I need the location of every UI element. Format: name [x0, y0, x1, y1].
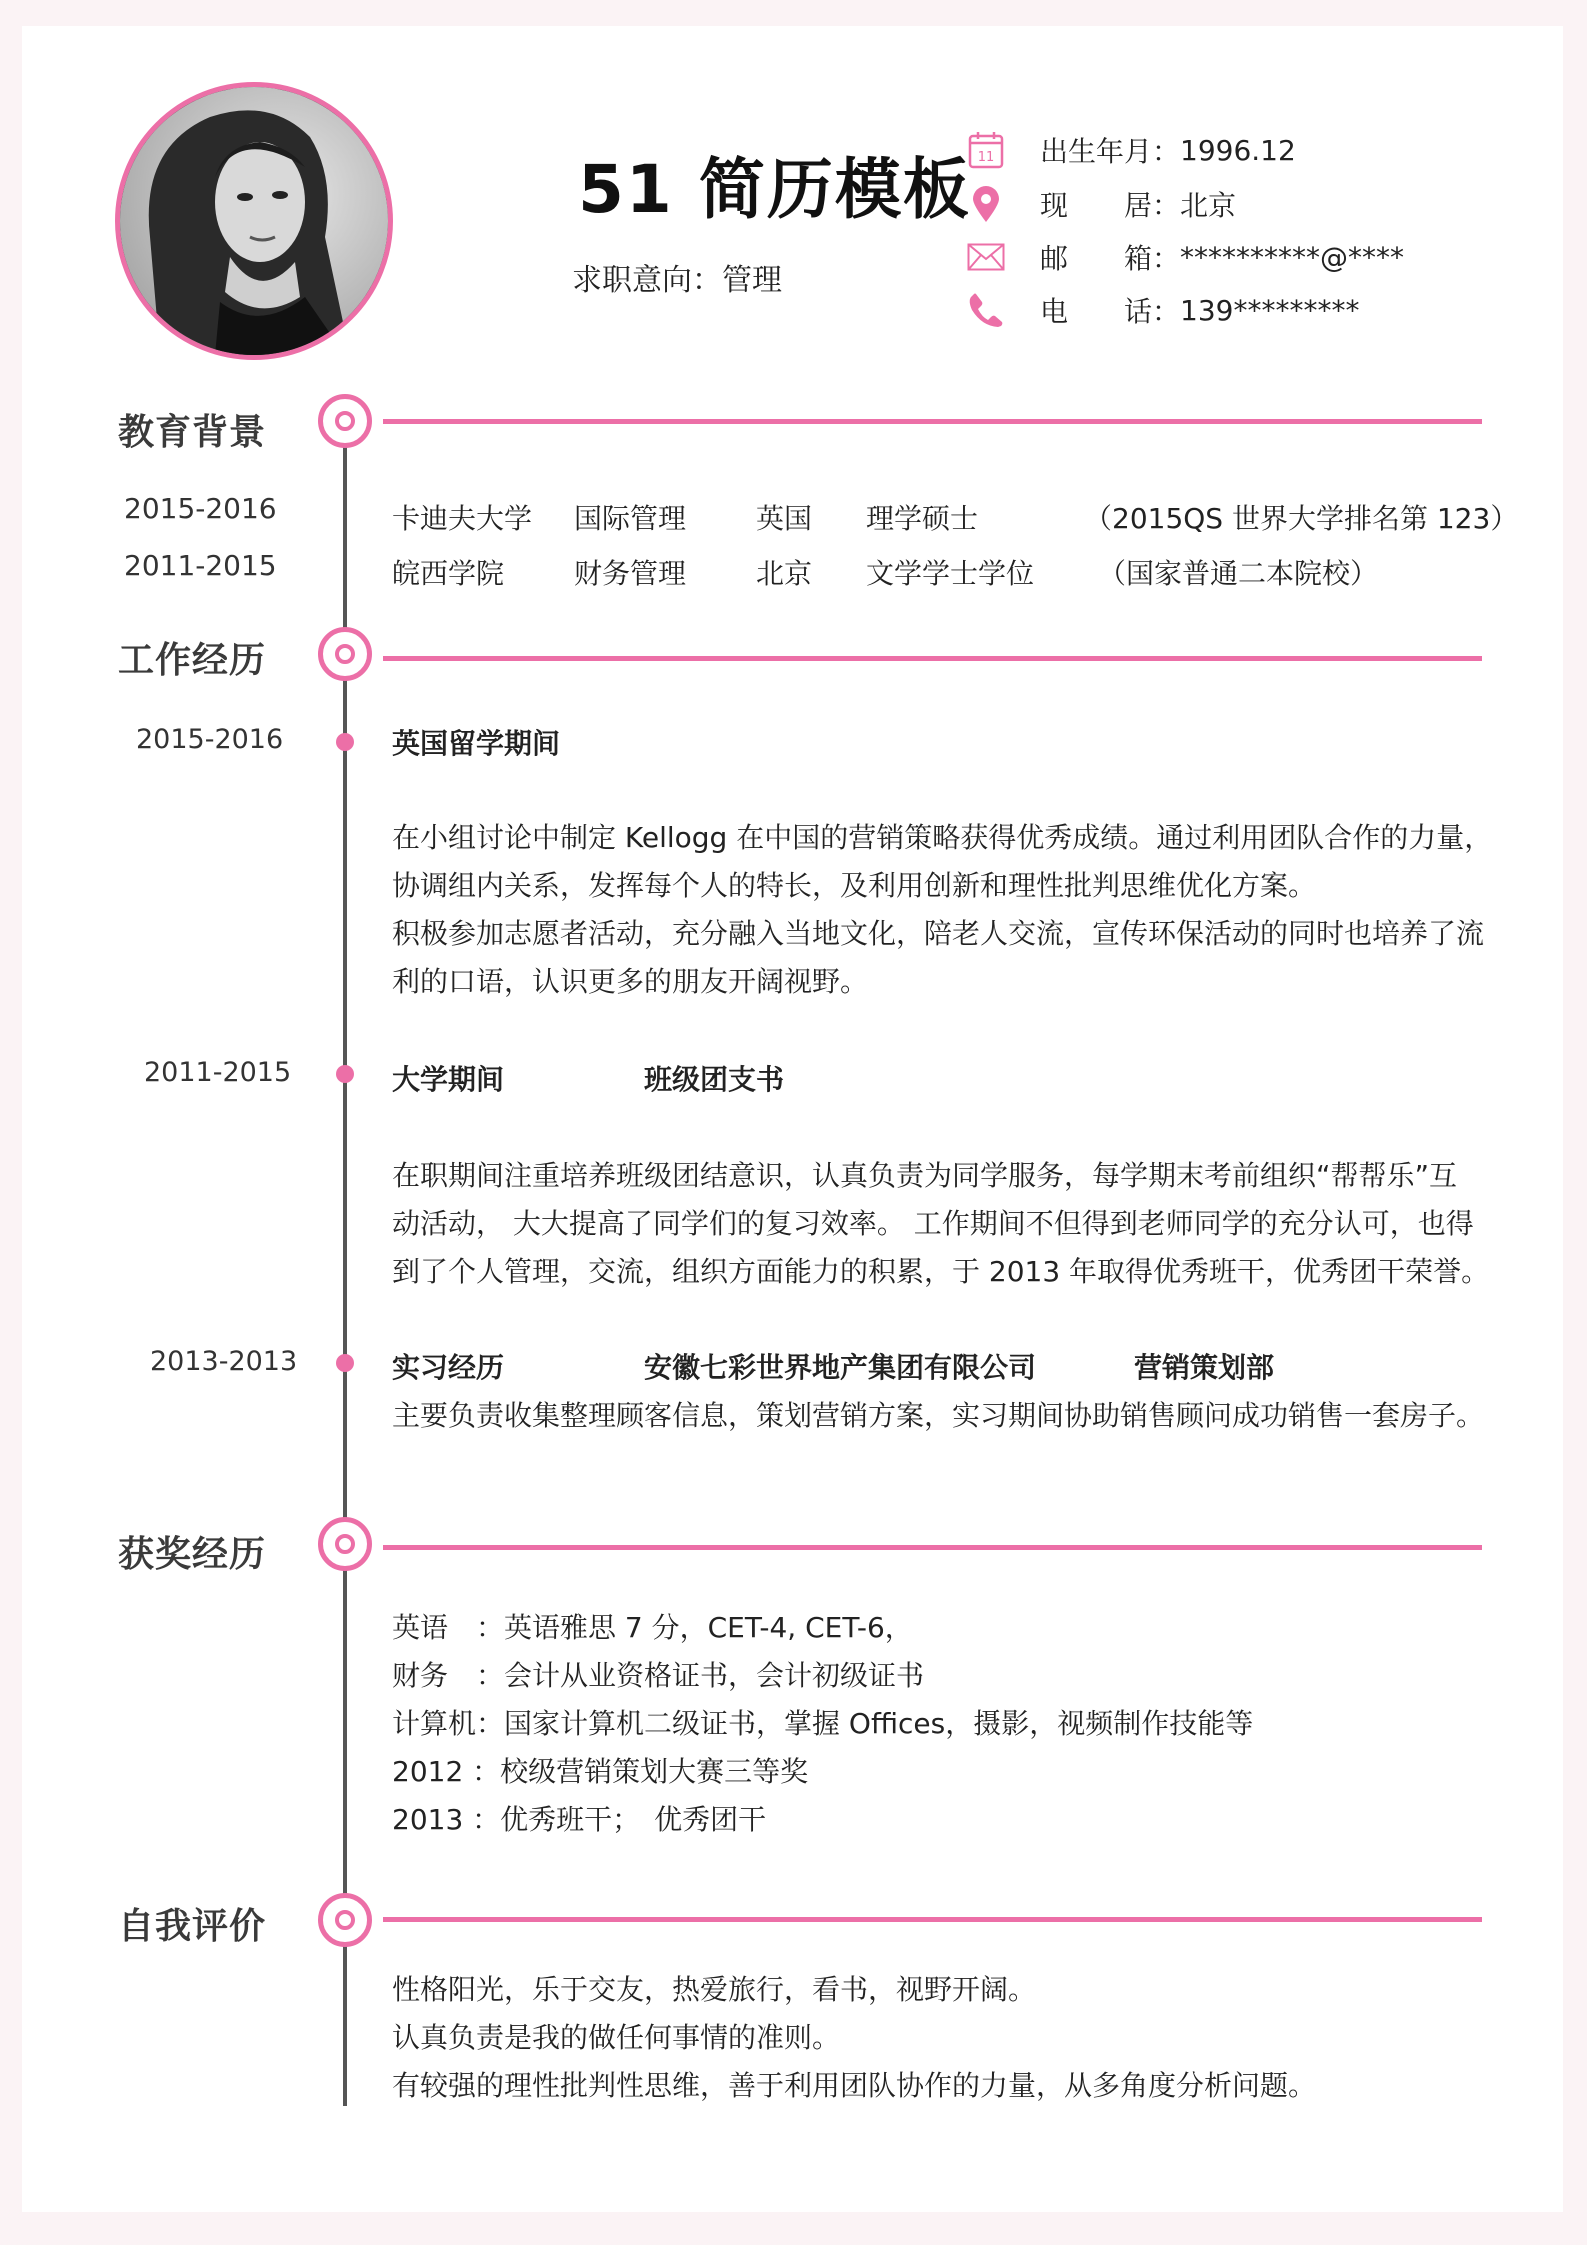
timeline-dot	[336, 1354, 354, 1372]
award-line: 财务 ：会计从业资格证书，会计初级证书	[392, 1659, 925, 1692]
phone-icon	[964, 288, 1008, 332]
calendar-icon	[964, 128, 1008, 172]
info-value: 1996.12	[1180, 133, 1296, 167]
edu-degree: 文学学士学位	[866, 557, 1035, 590]
timeline-dot	[336, 1065, 354, 1083]
edu-place: 英国	[756, 502, 813, 535]
work-line: 积极参加志愿者活动，充分融入当地文化，陪老人交流，宣传环保活动的同时也培养了流	[392, 917, 1485, 950]
edu-major: 财务管理	[574, 557, 687, 590]
info-email	[964, 235, 1404, 279]
work-line: 到了个人管理，交流，组织方面能力的积累，于 2013 年取得优秀班干，优秀团干荣誉。	[392, 1255, 1490, 1288]
section-title-education: 教育背景	[118, 412, 267, 453]
work-line: 在职期间注重培养班级团结意识，认真负责为同学服务，每学期末考前组织“帮帮乐”互	[392, 1159, 1458, 1192]
info-value: 北京	[1180, 189, 1237, 222]
self-line: 认真负责是我的做任何事情的准则。	[392, 2021, 841, 2054]
mail-icon	[964, 235, 1008, 279]
section-title-self: 自我评价	[118, 1906, 267, 1947]
section-title-work: 工作经历	[118, 640, 267, 681]
calendar-day: 11	[977, 150, 995, 165]
work-line: 主要负责收集整理顾客信息，策划营销方案，实习期间协助销售顾问成功销售一套房子。	[392, 1399, 1485, 1432]
work-date: 2013-2013	[150, 1346, 298, 1377]
job-intent: 求职意向：管理	[572, 263, 782, 298]
edu-date: 2015-2016	[124, 492, 277, 525]
section-divider	[383, 1917, 1482, 1922]
info-key: 邮 箱：	[1040, 242, 1181, 275]
work-date: 2011-2015	[144, 1057, 292, 1088]
section-divider	[383, 1545, 1482, 1550]
work-heading: 安徽七彩世界地产集团有限公司	[644, 1351, 1037, 1384]
edu-note: （国家普通二本院校）	[1098, 557, 1379, 590]
edu-date: 2011-2015	[124, 549, 277, 582]
resume-title: 51 简历模板	[578, 151, 971, 228]
work-heading: 实习经历	[392, 1351, 505, 1384]
info-location	[964, 182, 1236, 226]
profile-photo	[115, 82, 393, 360]
section-title-awards: 获奖经历	[118, 1534, 267, 1575]
work-heading: 英国留学期间	[392, 727, 561, 760]
work-line: 动活动， 大大提高了同学们的复习效率。 工作期间不但得到老师同学的充分认可，也得	[392, 1207, 1474, 1240]
info-key: 电 话：	[1040, 295, 1181, 328]
work-heading: 班级团支书	[644, 1063, 785, 1096]
work-line: 协调组内关系，发挥每个人的特长，及利用创新和理性批判思维优化方案。	[392, 869, 1317, 902]
work-date: 2015-2016	[136, 724, 284, 755]
location-icon	[964, 182, 1008, 226]
info-birth	[964, 128, 1296, 172]
section-marker	[318, 1517, 372, 1571]
section-marker	[318, 627, 372, 681]
info-value: **********@****	[1180, 240, 1404, 274]
award-line: 英语 ：英语雅思 7 分，CET-4, CET-6，	[392, 1611, 913, 1644]
info-key: 现 居：	[1040, 189, 1181, 222]
work-heading: 营销策划部	[1134, 1351, 1275, 1384]
section-divider	[383, 419, 1482, 424]
info-value: 139*********	[1180, 293, 1360, 327]
work-heading: 大学期间	[392, 1063, 505, 1096]
award-line: 2013 ：优秀班干； 优秀团干	[392, 1803, 767, 1836]
section-divider	[383, 656, 1482, 661]
edu-note: （2015QS 世界大学排名第 123）	[1084, 502, 1519, 535]
timeline-dot	[336, 733, 354, 751]
section-marker	[318, 394, 372, 448]
edu-school: 皖西学院	[392, 557, 505, 590]
edu-degree: 理学硕士	[866, 502, 979, 535]
self-line: 性格阳光，乐于交友，热爱旅行，看书，视野开阔。	[392, 1973, 1037, 2006]
info-key: 出生年月：	[1040, 135, 1181, 168]
self-line: 有较强的理性批判性思维，善于利用团队协作的力量，从多角度分析问题。	[392, 2069, 1317, 2102]
award-line: 2012 ：校级营销策划大赛三等奖	[392, 1755, 809, 1788]
section-marker	[318, 1893, 372, 1947]
work-line: 利的口语，认识更多的朋友开阔视野。	[392, 965, 869, 998]
edu-school: 卡迪夫大学	[392, 502, 533, 535]
info-phone	[964, 288, 1359, 332]
edu-place: 北京	[756, 557, 813, 590]
timeline-line	[343, 430, 347, 2106]
award-line: 计算机：国家计算机二级证书，掌握 Offices，摄影，视频制作技能等	[392, 1707, 1254, 1740]
edu-major: 国际管理	[574, 502, 687, 535]
portrait-image	[120, 87, 388, 355]
work-line: 在小组讨论中制定 Kellogg 在中国的营销策略获得优秀成绩。通过利用团队合作的力量，	[392, 821, 1493, 854]
